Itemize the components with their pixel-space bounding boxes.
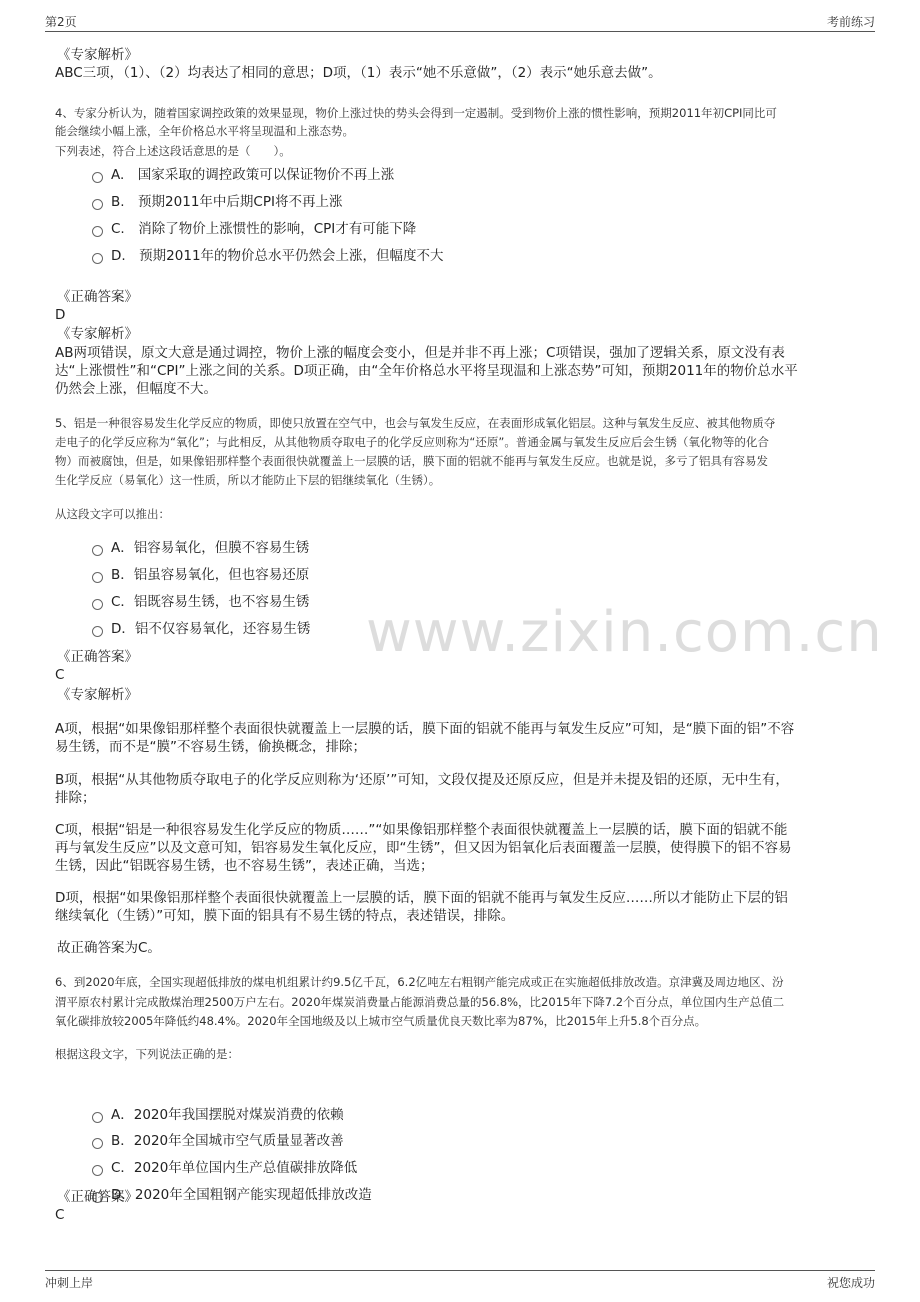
q4-analysis-line: AB两项错误，原文大意是通过调控，物价上涨的幅度会变小，但是并非不再上涨；C项错误，强加了逻辑关系，原文没有表	[55, 345, 785, 361]
q6-stem-line: 渭平原农村累计完成散煤治理2500万户左右。2020年煤炭消费量占能源消费总量的56.8%，比2015年下降7.2个百分点，单位国内生产总值二	[55, 995, 785, 1009]
q5-analysis-line: 易生锈，而不是“膜”不容易生锈，偷换概念，排除；	[55, 739, 366, 755]
q4-stem-line: 能会继续小幅上涨，全年价格总水平将呈现温和上涨态势。	[55, 124, 354, 138]
option-text: C．铝既容易生锈，也不容易生锈	[111, 594, 310, 610]
q4-analysis-line: 仍然会上涨，但幅度不大。	[55, 381, 217, 397]
q5-option-d[interactable]	[92, 620, 310, 638]
radio-button[interactable]	[92, 572, 103, 583]
page-header	[45, 10, 875, 32]
answer-label: 《正确答案》	[57, 1189, 138, 1205]
q5-conclusion: 故正确答案为C。	[57, 940, 161, 956]
q6-question: 根据这段文字，下列说法正确的是：	[55, 1047, 239, 1061]
radio-button[interactable]	[92, 172, 103, 183]
q3-analysis-text: ABC三项，（1）、（2）均表达了相同的意思；D项，（1）表示“她不乐意做”，（2）表示“她乐意去做”。	[55, 65, 662, 81]
q4-question: 下列表述，符合上述这段话意思的是（ ）。	[55, 144, 291, 158]
option-text: A．2020年我国摆脱对煤炭消费的依赖	[111, 1107, 344, 1123]
answer-label: 《正确答案》	[57, 289, 138, 305]
analysis-label: 《专家解析》	[57, 687, 138, 703]
q6-option-a[interactable]	[92, 1106, 344, 1124]
q6-stem-line: 氧化碳排放较2005年降低约48.4%。2020年全国地级及以上城市空气质量优良天数比率为87%，比2015年上升5.8个百分点。	[55, 1014, 707, 1028]
q6-stem-line: 6、到2020年底，全国实现超低排放的煤电机组累计约9.5亿千瓦，6.2亿吨左右粗钢产能完成或正在实施超低排放改造。京津冀及周边地区、汾	[55, 975, 784, 989]
option-text: C．2020年单位国内生产总值碳排放降低	[111, 1160, 358, 1176]
q5-option-a[interactable]	[92, 539, 309, 557]
q6-option-b[interactable]	[92, 1132, 344, 1150]
q5-analysis-line: C项，根据“铝是一种很容易发生化学反应的物质……”“如果像铝那样整个表面很快就覆盖上一层膜的话，膜下面的铝就不能	[55, 822, 788, 838]
header-title: 考前练习	[826, 15, 875, 29]
radio-button[interactable]	[92, 199, 103, 210]
q5-stem-line: 走电子的化学反应称为“氧化”；与此相反，从其他物质夺取电子的化学反应则称为“还原”。普通金属与氧发生反应后会生锈（氧化物等的化合	[55, 435, 769, 449]
q5-analysis-line: 再与氧发生反应”以及文意可知，铝容易发生氧化反应，即“生锈”，但又因为铝氧化后表面覆盖一层膜，使得膜下的铝不容易	[55, 840, 792, 856]
option-text: A．铝容易氧化，但膜不容易生锈	[111, 540, 310, 556]
q5-stem-line: 生化学反应（易氧化）这一性质，所以才能防止下层的铝继续氧化（生锈）。	[55, 473, 441, 487]
q6-option-c[interactable]	[92, 1159, 357, 1177]
q5-option-c[interactable]	[92, 593, 309, 611]
analysis-label: 《专家解析》	[57, 47, 138, 63]
radio-button[interactable]	[92, 253, 103, 264]
radio-button[interactable]	[92, 599, 103, 610]
q5-analysis-line: A项，根据“如果像铝那样整个表面很快就覆盖上一层膜的话，膜下面的铝就不能再与氧发生反应”可知，是“膜下面的铝”不容	[55, 721, 795, 737]
radio-button[interactable]	[92, 626, 103, 637]
q5-stem-line: 物）而被腐蚀，但是，如果像铝那样整个表面很快就覆盖上一层膜的话，膜下面的铝就不能再与氧发生反应。也就是说，多亏了铝具有容易发	[55, 454, 768, 468]
answer-label: 《正确答案》	[57, 649, 138, 665]
q4-analysis-line: 达“上涨惯性”和“CPI”上涨之间的关系。D项正确，由“全年价格总水平将呈现温和上涨态势”可知，预期2011年的物价总水平	[55, 363, 798, 379]
q5-answer: C	[55, 667, 65, 683]
radio-button[interactable]	[92, 226, 103, 237]
q5-analysis-line: 生锈，因此“铝既容易生锈，也不容易生锈”，表述正确，当选；	[55, 858, 434, 874]
radio-button[interactable]	[92, 1165, 103, 1176]
option-text: B．铝虽容易氧化，但也容易还原	[111, 567, 310, 583]
q4-option-c[interactable]	[92, 220, 416, 238]
page-footer	[45, 1270, 875, 1293]
footer-right-text: 祝您成功	[826, 1276, 875, 1290]
watermark: www.zixin.com.cn	[366, 600, 883, 665]
q4-answer: D	[55, 307, 66, 323]
q5-analysis-line: 继续氧化（生锈）”可知，膜下面的铝具有不易生锈的特点，表述错误，排除。	[55, 908, 515, 924]
footer-left-text: 冲刺上岸	[45, 1276, 94, 1290]
option-text: D．2020年全国粗钢产能实现超低排放改造	[111, 1187, 372, 1203]
analysis-label: 《专家解析》	[57, 326, 138, 342]
q6-answer: C	[55, 1207, 65, 1223]
radio-button[interactable]	[92, 1138, 103, 1149]
option-text: B. 预期2011年中后期CPI将不再上涨	[111, 194, 343, 210]
q4-option-a[interactable]	[92, 166, 394, 184]
radio-button[interactable]	[92, 1112, 103, 1123]
q4-option-b[interactable]	[92, 193, 342, 211]
option-text: B．2020年全国城市空气质量显著改善	[111, 1133, 344, 1149]
option-text: A. 国家采取的调控政策可以保证物价不再上涨	[111, 167, 395, 183]
q5-question: 从这段文字可以推出：	[55, 507, 170, 521]
q4-option-d[interactable]	[92, 247, 444, 265]
q5-option-b[interactable]	[92, 566, 309, 584]
page-number: 第2页	[45, 15, 77, 29]
option-text: D．铝不仅容易氧化，还容易生锈	[111, 621, 311, 637]
q5-analysis-line: D项，根据“如果像铝那样整个表面很快就覆盖上一层膜的话，膜下面的铝就不能再与氧发生反应……所以才能防止下层的铝	[55, 890, 788, 906]
q5-analysis-line: 排除；	[55, 790, 96, 806]
q5-analysis-line: B项，根据“从其他物质夺取电子的化学反应则称为‘还原’”可知，文段仅提及还原反应，但是并未提及铝的还原，无中生有，	[55, 772, 789, 788]
q4-stem-line: 4、专家分析认为，随着国家调控政策的效果显现，物价上涨过快的势头会得到一定遏制。受到物价上涨的惯性影响，预期2011年初CPI同比可	[55, 106, 777, 120]
option-text: C. 消除了物价上涨惯性的影响，CPI才有可能下降	[111, 221, 417, 237]
q5-stem-line: 5、铝是一种很容易发生化学反应的物质，即使只放置在空气中，也会与氧发生反应，在表面形成氧化铝层。这种与氧发生反应、被其他物质夺	[55, 416, 776, 430]
radio-button[interactable]	[92, 545, 103, 556]
option-text: D. 预期2011年的物价总水平仍然会上涨，但幅度不大	[111, 248, 444, 264]
